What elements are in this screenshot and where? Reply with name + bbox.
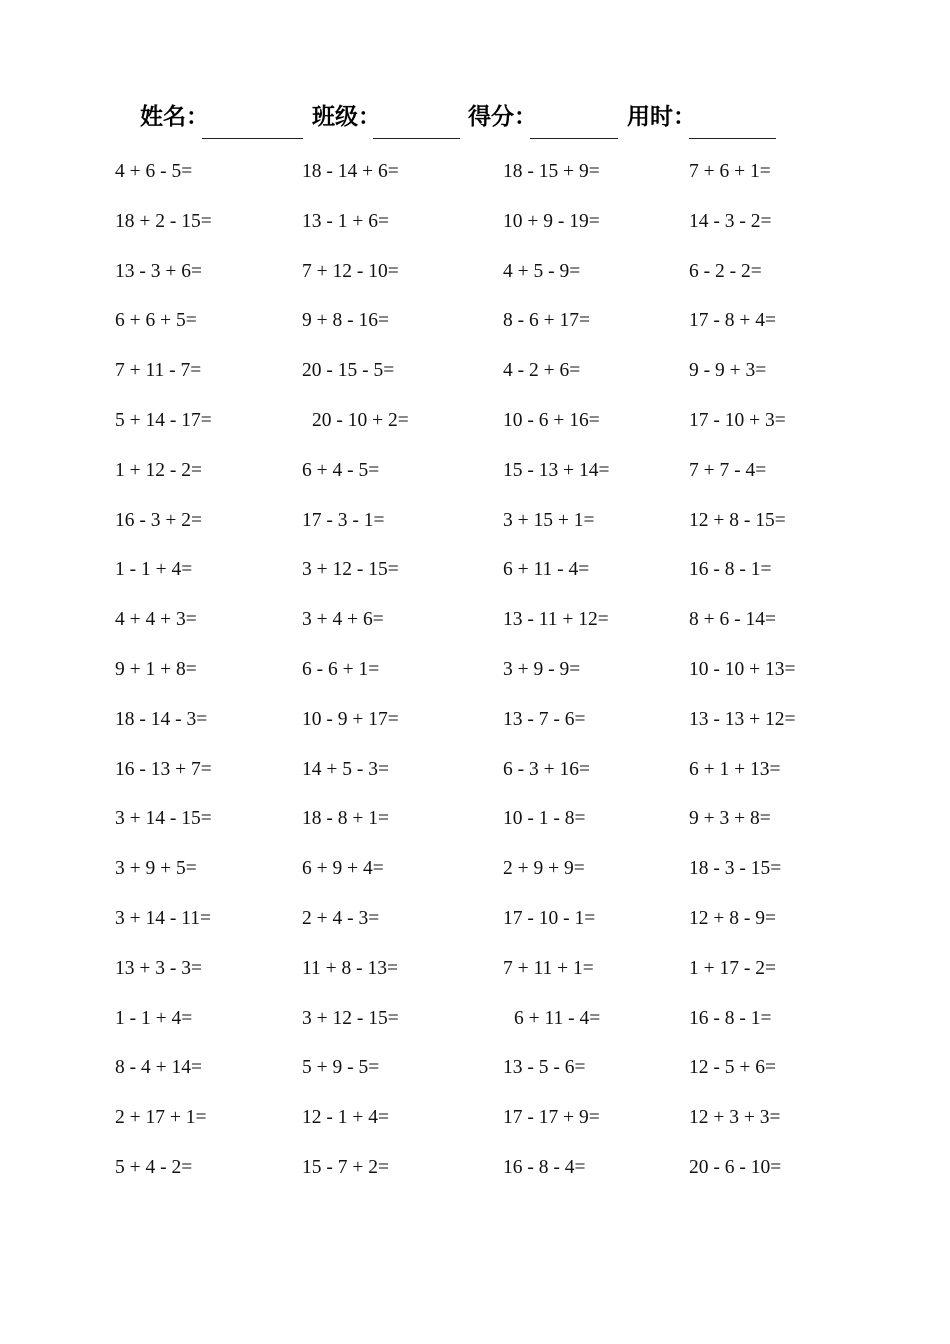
problem-item: 6 + 9 + 4=	[302, 858, 384, 879]
problem-item: 6 + 4 - 5=	[302, 460, 380, 481]
problem-item: 18 + 2 - 15=	[115, 211, 212, 232]
problem-item: 5 + 9 - 5=	[302, 1057, 380, 1078]
problem-item: 13 - 7 - 6=	[503, 709, 586, 730]
problem-item: 5 + 14 - 17=	[115, 410, 212, 431]
problem-item: 10 + 9 - 19=	[503, 211, 600, 232]
problem-item: 10 - 1 - 8=	[503, 808, 586, 829]
problem-item: 1 - 1 + 4=	[115, 559, 193, 580]
problem-item: 12 + 3 + 3=	[689, 1107, 781, 1128]
problem-item: 18 - 8 + 1=	[302, 808, 389, 829]
problem-item: 6 - 6 + 1=	[302, 659, 380, 680]
problem-item: 20 - 6 - 10=	[689, 1157, 782, 1178]
problem-item: 15 - 7 + 2=	[302, 1157, 389, 1178]
problem-item: 3 + 9 - 9=	[503, 659, 581, 680]
problem-item: 3 + 4 + 6=	[302, 609, 384, 630]
class-blank[interactable]	[373, 138, 460, 139]
problem-item: 16 - 8 - 4=	[503, 1157, 586, 1178]
problem-item: 9 + 8 - 16=	[302, 310, 389, 331]
problem-item: 16 - 8 - 1=	[689, 559, 772, 580]
time-label: 用时：	[627, 104, 696, 130]
problem-item: 17 - 10 + 3=	[689, 410, 786, 431]
problem-item: 3 + 12 - 15=	[302, 559, 399, 580]
problem-item: 18 - 15 + 9=	[503, 161, 600, 182]
name-blank[interactable]	[202, 138, 303, 139]
problem-item: 7 + 11 - 7=	[115, 360, 202, 381]
score-label: 得分：	[468, 104, 537, 130]
problem-item: 6 - 2 - 2=	[689, 261, 762, 282]
problem-item: 2 + 4 - 3=	[302, 908, 380, 929]
problem-item: 7 + 6 + 1=	[689, 161, 771, 182]
problem-item: 1 + 17 - 2=	[689, 958, 776, 979]
problem-item: 10 - 6 + 16=	[503, 410, 600, 431]
problem-item: 6 + 11 - 4=	[514, 1008, 601, 1029]
score-blank[interactable]	[530, 138, 618, 139]
problem-item: 17 - 3 - 1=	[302, 510, 385, 531]
problem-item: 20 - 10 + 2=	[312, 410, 409, 431]
problem-item: 17 - 17 + 9=	[503, 1107, 600, 1128]
problem-item: 14 - 3 - 2=	[689, 211, 772, 232]
problem-item: 9 - 9 + 3=	[689, 360, 767, 381]
time-blank[interactable]	[689, 138, 776, 139]
problem-item: 18 - 3 - 15=	[689, 858, 782, 879]
problem-item: 5 + 4 - 2=	[115, 1157, 193, 1178]
problem-item: 4 + 4 + 3=	[115, 609, 197, 630]
problem-item: 4 + 5 - 9=	[503, 261, 581, 282]
problem-item: 16 - 13 + 7=	[115, 759, 212, 780]
problem-item: 7 + 11 + 1=	[503, 958, 594, 979]
problem-item: 2 + 9 + 9=	[503, 858, 585, 879]
class-label: 班级：	[312, 104, 381, 130]
problem-item: 8 - 6 + 17=	[503, 310, 590, 331]
problem-item: 3 + 15 + 1=	[503, 510, 595, 531]
problem-item: 1 - 1 + 4=	[115, 1008, 193, 1029]
problem-item: 12 + 8 - 15=	[689, 510, 786, 531]
problem-item: 4 - 2 + 6=	[503, 360, 581, 381]
problem-item: 14 + 5 - 3=	[302, 759, 389, 780]
problem-item: 3 + 12 - 15=	[302, 1008, 399, 1029]
problem-item: 3 + 9 + 5=	[115, 858, 197, 879]
problem-item: 6 + 6 + 5=	[115, 310, 197, 331]
problem-item: 8 - 4 + 14=	[115, 1057, 202, 1078]
problem-item: 10 - 9 + 17=	[302, 709, 399, 730]
problem-item: 7 + 12 - 10=	[302, 261, 399, 282]
problem-item: 10 - 10 + 13=	[689, 659, 796, 680]
problem-item: 11 + 8 - 13=	[302, 958, 399, 979]
problem-item: 6 + 1 + 13=	[689, 759, 781, 780]
problem-grid	[0, 150, 950, 1200]
problem-item: 3 + 14 - 15=	[115, 808, 212, 829]
problem-item: 17 - 10 - 1=	[503, 908, 596, 929]
problem-item: 6 + 11 - 4=	[503, 559, 590, 580]
problem-item: 4 + 6 - 5=	[115, 161, 193, 182]
problem-item: 2 + 17 + 1=	[115, 1107, 207, 1128]
problem-item: 13 - 1 + 6=	[302, 211, 389, 232]
problem-item: 13 + 3 - 3=	[115, 958, 202, 979]
problem-item: 9 + 1 + 8=	[115, 659, 197, 680]
problem-item: 9 + 3 + 8=	[689, 808, 771, 829]
problem-item: 3 + 14 - 11=	[115, 908, 212, 929]
name-label: 姓名：	[140, 104, 209, 130]
problem-item: 7 + 7 - 4=	[689, 460, 767, 481]
problem-item: 12 - 1 + 4=	[302, 1107, 389, 1128]
problem-item: 20 - 15 - 5=	[302, 360, 395, 381]
problem-item: 13 - 13 + 12=	[689, 709, 796, 730]
problem-item: 8 + 6 - 14=	[689, 609, 776, 630]
problem-item: 12 + 8 - 9=	[689, 908, 776, 929]
problem-item: 17 - 8 + 4=	[689, 310, 776, 331]
problem-item: 16 - 3 + 2=	[115, 510, 202, 531]
problem-item: 13 - 3 + 6=	[115, 261, 202, 282]
problem-item: 15 - 13 + 14=	[503, 460, 610, 481]
worksheet-header	[0, 92, 950, 144]
problem-item: 18 - 14 - 3=	[115, 709, 208, 730]
problem-item: 13 - 11 + 12=	[503, 609, 609, 630]
problem-item: 16 - 8 - 1=	[689, 1008, 772, 1029]
problem-item: 12 - 5 + 6=	[689, 1057, 776, 1078]
problem-item: 18 - 14 + 6=	[302, 161, 399, 182]
problem-item: 6 - 3 + 16=	[503, 759, 590, 780]
problem-item: 1 + 12 - 2=	[115, 460, 202, 481]
problem-item: 13 - 5 - 6=	[503, 1057, 586, 1078]
